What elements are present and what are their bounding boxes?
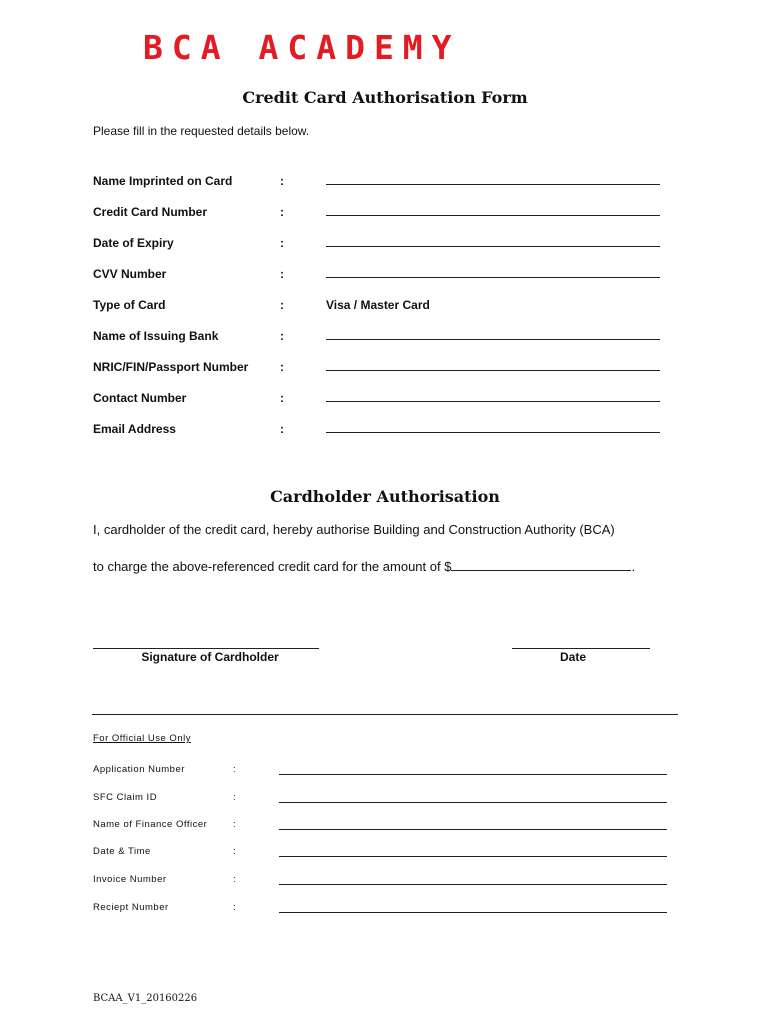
field-colon: : [280, 205, 284, 219]
field-label: Contact Number [93, 391, 187, 405]
field-label: CVV Number [93, 267, 167, 281]
document-version-footer: BCAA_V1_20160226 [93, 993, 198, 1004]
official-field-colon: : [233, 792, 237, 803]
date-signature-line[interactable] [512, 648, 650, 649]
signature-line[interactable] [93, 648, 319, 649]
field-label: Type of Card [93, 298, 166, 312]
date-label: Date [559, 650, 586, 664]
name-on-card-input-line[interactable] [326, 184, 660, 185]
authorisation-line2-end: . [631, 559, 636, 574]
official-field-colon: : [233, 874, 237, 885]
official-field-colon: : [233, 846, 237, 857]
field-colon: : [280, 360, 284, 374]
form-title: Credit Card Authorisation Form [242, 88, 528, 107]
field-colon: : [280, 174, 284, 188]
expiry-input-line[interactable] [326, 246, 660, 247]
amount-input-line[interactable] [451, 558, 631, 571]
authorisation-text-line1: I, cardholder of the credit card, hereby authorise Building and Construction Authority (BCA) [93, 522, 615, 537]
official-field-colon: : [233, 902, 237, 913]
authorisation-text-line2 [93, 558, 635, 574]
field-label: Name Imprinted on Card [93, 174, 233, 188]
official-use-heading: For Official Use Only [93, 733, 191, 744]
field-colon: : [280, 267, 284, 281]
email-input-line[interactable] [326, 432, 660, 433]
contact-number-input-line[interactable] [326, 401, 660, 402]
field-colon: : [280, 391, 284, 405]
field-colon: : [280, 329, 284, 343]
issuing-bank-input-line[interactable] [326, 339, 660, 340]
sfc-claim-id-input-line[interactable] [279, 802, 667, 803]
finance-officer-input-line[interactable] [279, 829, 667, 830]
receipt-number-input-line[interactable] [279, 912, 667, 913]
official-field-label: Date & Time [93, 846, 151, 857]
field-label: NRIC/FIN/Passport Number [93, 360, 249, 374]
field-colon: : [280, 298, 284, 312]
field-colon: : [280, 236, 284, 250]
field-colon: : [280, 422, 284, 436]
official-field-label: Application Number [93, 764, 185, 775]
official-section-divider [92, 714, 678, 715]
date-time-input-line[interactable] [279, 856, 667, 857]
signature-label: Signature of Cardholder [141, 650, 279, 664]
field-label: Name of Issuing Bank [93, 329, 219, 343]
official-field-label: SFC Claim ID [93, 792, 158, 803]
official-field-label: Invoice Number [93, 874, 167, 885]
cvv-input-line[interactable] [326, 277, 660, 278]
authorisation-line2-text: to charge the above-referenced credit card for the amount of $ [93, 559, 452, 574]
field-label: Credit Card Number [93, 205, 208, 219]
official-field-colon: : [233, 819, 237, 830]
card-type-value[interactable]: Visa / Master Card [326, 298, 430, 312]
official-field-colon: : [233, 764, 237, 775]
form-intro: Please fill in the requested details below. [93, 124, 310, 138]
field-label: Date of Expiry [93, 236, 174, 250]
field-label: Email Address [93, 422, 176, 436]
cardholder-authorisation-heading: Cardholder Authorisation [270, 487, 500, 506]
invoice-number-input-line[interactable] [279, 884, 667, 885]
nric-input-line[interactable] [326, 370, 660, 371]
official-field-label: Name of Finance Officer [93, 819, 208, 830]
application-number-input-line[interactable] [279, 774, 667, 775]
card-number-input-line[interactable] [326, 215, 660, 216]
official-field-label: Reciept Number [93, 902, 169, 913]
bca-academy-logo: BCA ACADEMY [143, 28, 461, 67]
